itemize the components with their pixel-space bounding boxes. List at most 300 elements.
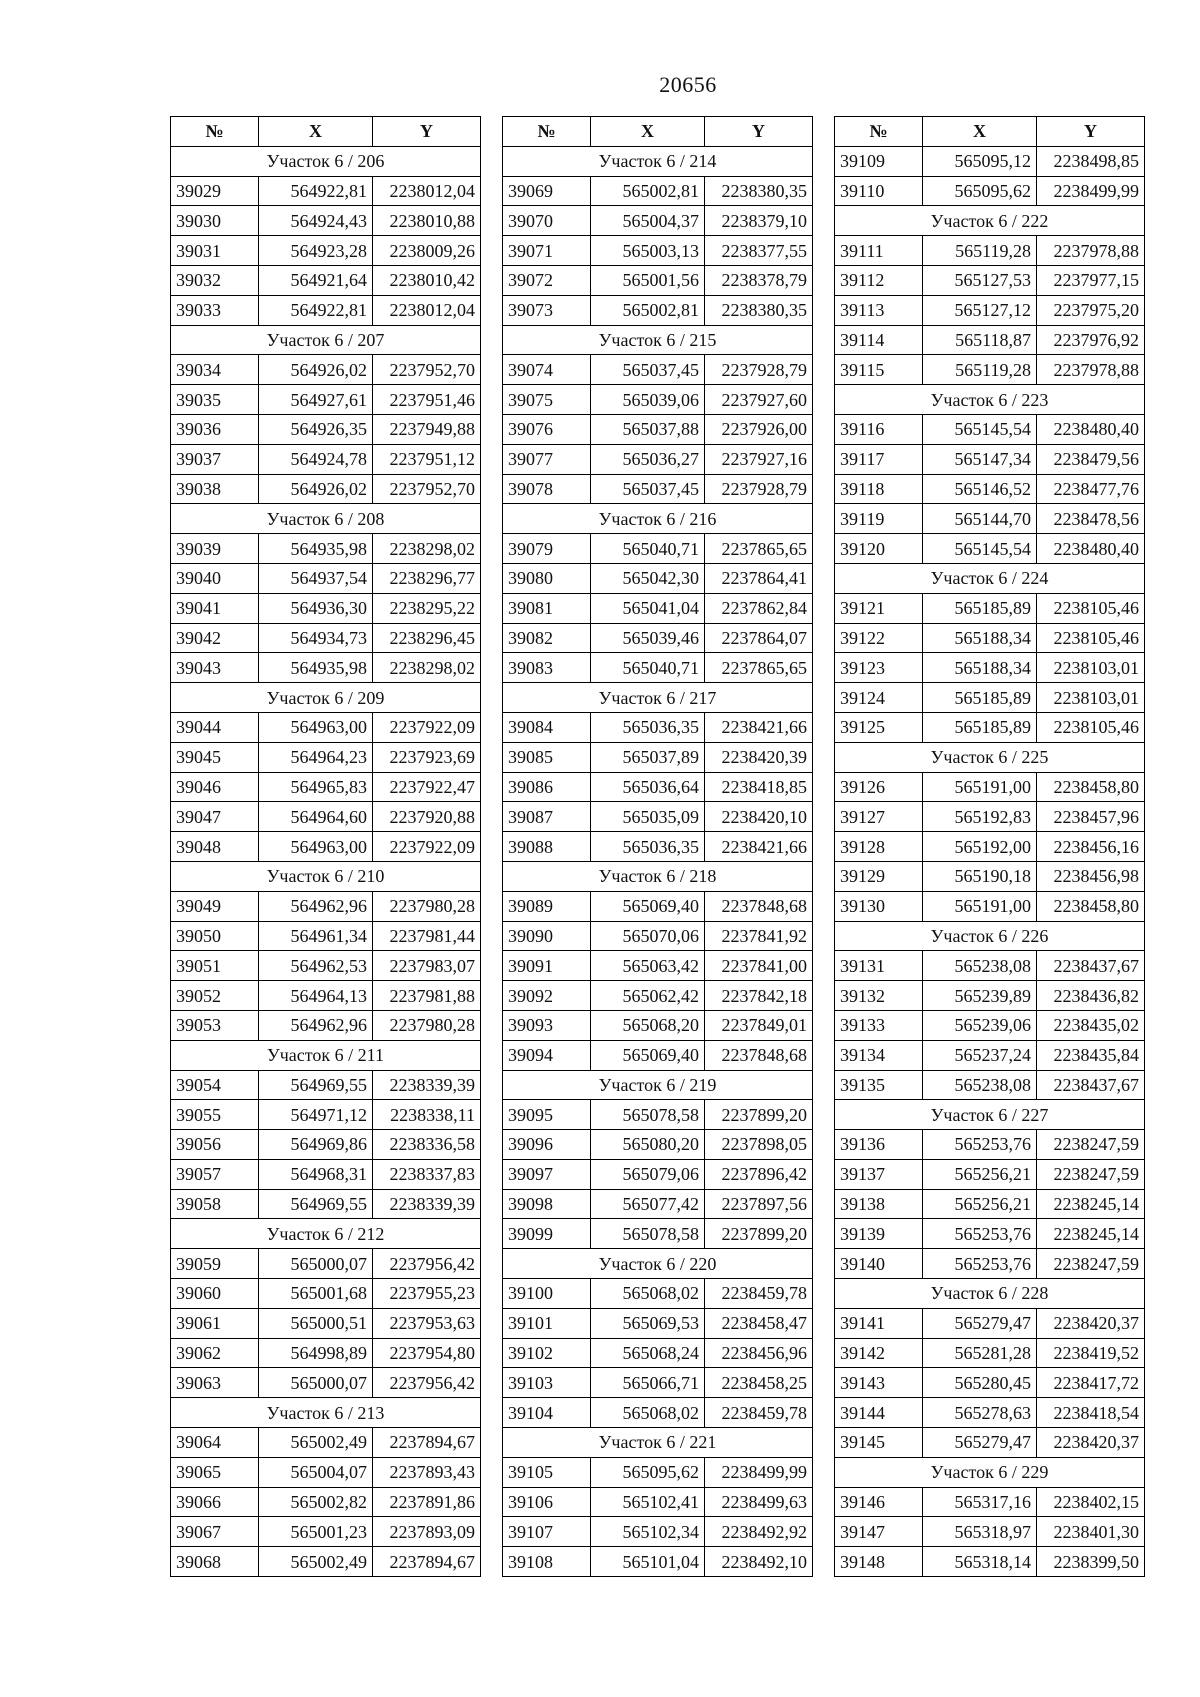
y-coordinate: 2238421,66 bbox=[705, 832, 813, 862]
table-row bbox=[835, 832, 1145, 862]
x-coordinate: 565190,18 bbox=[923, 861, 1037, 891]
coordinates-table-1 bbox=[170, 116, 481, 1577]
section-row bbox=[171, 683, 481, 713]
section-title: Участок 6 / 222 bbox=[835, 206, 1145, 236]
table-row bbox=[171, 1279, 481, 1309]
point-number: 39146 bbox=[835, 1487, 923, 1517]
y-coordinate: 2237949,88 bbox=[373, 414, 481, 444]
x-coordinate: 565069,40 bbox=[591, 891, 705, 921]
y-coordinate: 2238499,63 bbox=[705, 1487, 813, 1517]
table-row bbox=[835, 623, 1145, 653]
x-coordinate: 565002,82 bbox=[259, 1487, 373, 1517]
y-coordinate: 2238437,67 bbox=[1037, 951, 1145, 981]
x-coordinate: 565279,47 bbox=[923, 1308, 1037, 1338]
point-number: 39129 bbox=[835, 861, 923, 891]
point-number: 39076 bbox=[503, 414, 591, 444]
x-coordinate: 565191,00 bbox=[923, 772, 1037, 802]
point-number: 39115 bbox=[835, 355, 923, 385]
y-coordinate: 2237981,88 bbox=[373, 981, 481, 1011]
table-row bbox=[835, 1547, 1145, 1577]
x-coordinate: 565078,58 bbox=[591, 1100, 705, 1130]
y-coordinate: 2237849,01 bbox=[705, 1010, 813, 1040]
table-row bbox=[503, 623, 813, 653]
y-coordinate: 2238010,42 bbox=[373, 265, 481, 295]
x-coordinate: 565002,49 bbox=[259, 1428, 373, 1458]
table-row bbox=[503, 742, 813, 772]
point-number: 39037 bbox=[171, 444, 259, 474]
point-number: 39073 bbox=[503, 295, 591, 325]
y-coordinate: 2238298,02 bbox=[373, 534, 481, 564]
x-coordinate: 564964,60 bbox=[259, 802, 373, 832]
table-row bbox=[835, 355, 1145, 385]
y-coordinate: 2238458,47 bbox=[705, 1308, 813, 1338]
table-row bbox=[171, 1010, 481, 1040]
table-row bbox=[835, 891, 1145, 921]
x-coordinate: 565069,53 bbox=[591, 1308, 705, 1338]
x-coordinate: 565280,45 bbox=[923, 1368, 1037, 1398]
y-coordinate: 2238245,14 bbox=[1037, 1189, 1145, 1219]
y-coordinate: 2237956,42 bbox=[373, 1368, 481, 1398]
x-coordinate: 565239,06 bbox=[923, 1010, 1037, 1040]
y-coordinate: 2237864,41 bbox=[705, 563, 813, 593]
section-row bbox=[835, 385, 1145, 415]
point-number: 39130 bbox=[835, 891, 923, 921]
point-number: 39113 bbox=[835, 295, 923, 325]
table-row bbox=[171, 355, 481, 385]
point-number: 39035 bbox=[171, 385, 259, 415]
table-row bbox=[171, 236, 481, 266]
point-number: 39108 bbox=[503, 1547, 591, 1577]
section-row bbox=[835, 563, 1145, 593]
x-coordinate: 565078,58 bbox=[591, 1219, 705, 1249]
x-coordinate: 565281,28 bbox=[923, 1338, 1037, 1368]
y-coordinate: 2238379,10 bbox=[705, 206, 813, 236]
x-coordinate: 565188,34 bbox=[923, 623, 1037, 653]
x-coordinate: 565256,21 bbox=[923, 1159, 1037, 1189]
table-row bbox=[171, 1249, 481, 1279]
header-row bbox=[835, 117, 1145, 147]
y-coordinate: 2238399,50 bbox=[1037, 1547, 1145, 1577]
point-number: 39055 bbox=[171, 1100, 259, 1130]
table-row bbox=[171, 295, 481, 325]
point-number: 39086 bbox=[503, 772, 591, 802]
table-row bbox=[171, 1487, 481, 1517]
y-coordinate: 2237978,88 bbox=[1037, 355, 1145, 385]
table-row bbox=[171, 1338, 481, 1368]
point-number: 39116 bbox=[835, 414, 923, 444]
x-coordinate: 565036,35 bbox=[591, 712, 705, 742]
y-coordinate: 2237981,44 bbox=[373, 921, 481, 951]
section-row bbox=[503, 1249, 813, 1279]
y-coordinate: 2238419,52 bbox=[1037, 1338, 1145, 1368]
table-row bbox=[171, 1189, 481, 1219]
x-coordinate: 564969,55 bbox=[259, 1070, 373, 1100]
point-number: 39079 bbox=[503, 534, 591, 564]
x-coordinate: 565095,12 bbox=[923, 146, 1037, 176]
y-coordinate: 2238401,30 bbox=[1037, 1517, 1145, 1547]
y-coordinate: 2237928,79 bbox=[705, 355, 813, 385]
point-number: 39053 bbox=[171, 1010, 259, 1040]
point-number: 39110 bbox=[835, 176, 923, 206]
x-coordinate: 565069,40 bbox=[591, 1040, 705, 1070]
point-number: 39058 bbox=[171, 1189, 259, 1219]
x-coordinate: 565036,64 bbox=[591, 772, 705, 802]
point-number: 39030 bbox=[171, 206, 259, 236]
point-number: 39047 bbox=[171, 802, 259, 832]
section-row bbox=[171, 1219, 481, 1249]
point-number: 39147 bbox=[835, 1517, 923, 1547]
x-coordinate: 565002,81 bbox=[591, 176, 705, 206]
y-coordinate: 2237922,09 bbox=[373, 712, 481, 742]
section-title: Участок 6 / 212 bbox=[171, 1219, 481, 1249]
section-row bbox=[171, 861, 481, 891]
point-number: 39057 bbox=[171, 1159, 259, 1189]
point-number: 39083 bbox=[503, 653, 591, 683]
y-coordinate: 2238420,37 bbox=[1037, 1428, 1145, 1458]
section-title: Участок 6 / 226 bbox=[835, 921, 1145, 951]
x-coordinate: 565101,04 bbox=[591, 1547, 705, 1577]
point-number: 39121 bbox=[835, 593, 923, 623]
y-coordinate: 2237980,28 bbox=[373, 891, 481, 921]
point-number: 39034 bbox=[171, 355, 259, 385]
table-row bbox=[171, 444, 481, 474]
x-coordinate: 564963,00 bbox=[259, 712, 373, 742]
x-coordinate: 565042,30 bbox=[591, 563, 705, 593]
x-coordinate: 565318,97 bbox=[923, 1517, 1037, 1547]
table-row bbox=[171, 1547, 481, 1577]
point-number: 39070 bbox=[503, 206, 591, 236]
header-num: № bbox=[835, 117, 923, 147]
section-row bbox=[503, 1070, 813, 1100]
x-coordinate: 564965,83 bbox=[259, 772, 373, 802]
y-coordinate: 2237865,65 bbox=[705, 534, 813, 564]
table-row bbox=[503, 1368, 813, 1398]
point-number: 39038 bbox=[171, 474, 259, 504]
y-coordinate: 2238247,59 bbox=[1037, 1130, 1145, 1160]
y-coordinate: 2238298,02 bbox=[373, 653, 481, 683]
table-row bbox=[503, 534, 813, 564]
point-number: 39132 bbox=[835, 981, 923, 1011]
x-coordinate: 565037,45 bbox=[591, 474, 705, 504]
point-number: 39144 bbox=[835, 1398, 923, 1428]
x-coordinate: 564968,31 bbox=[259, 1159, 373, 1189]
point-number: 39045 bbox=[171, 742, 259, 772]
x-coordinate: 565001,68 bbox=[259, 1279, 373, 1309]
point-number: 39125 bbox=[835, 712, 923, 742]
table-row bbox=[835, 593, 1145, 623]
x-coordinate: 565068,20 bbox=[591, 1010, 705, 1040]
y-coordinate: 2238338,11 bbox=[373, 1100, 481, 1130]
y-coordinate: 2238105,46 bbox=[1037, 593, 1145, 623]
point-number: 39040 bbox=[171, 563, 259, 593]
x-coordinate: 564935,98 bbox=[259, 534, 373, 564]
x-coordinate: 565000,07 bbox=[259, 1249, 373, 1279]
table-row bbox=[503, 712, 813, 742]
point-number: 39114 bbox=[835, 325, 923, 355]
point-number: 39095 bbox=[503, 1100, 591, 1130]
y-coordinate: 2237894,67 bbox=[373, 1547, 481, 1577]
point-number: 39052 bbox=[171, 981, 259, 1011]
point-number: 39120 bbox=[835, 534, 923, 564]
y-coordinate: 2237952,70 bbox=[373, 355, 481, 385]
section-row bbox=[503, 504, 813, 534]
y-coordinate: 2238105,46 bbox=[1037, 712, 1145, 742]
point-number: 39131 bbox=[835, 951, 923, 981]
point-number: 39062 bbox=[171, 1338, 259, 1368]
point-number: 39081 bbox=[503, 593, 591, 623]
y-coordinate: 2238459,78 bbox=[705, 1279, 813, 1309]
point-number: 39085 bbox=[503, 742, 591, 772]
y-coordinate: 2237953,63 bbox=[373, 1308, 481, 1338]
section-row bbox=[503, 861, 813, 891]
point-number: 39029 bbox=[171, 176, 259, 206]
x-coordinate: 564934,73 bbox=[259, 623, 373, 653]
y-coordinate: 2238456,98 bbox=[1037, 861, 1145, 891]
point-number: 39134 bbox=[835, 1040, 923, 1070]
x-coordinate: 565066,71 bbox=[591, 1368, 705, 1398]
y-coordinate: 2238499,99 bbox=[705, 1457, 813, 1487]
point-number: 39133 bbox=[835, 1010, 923, 1040]
section-title: Участок 6 / 224 bbox=[835, 563, 1145, 593]
x-coordinate: 565079,06 bbox=[591, 1159, 705, 1189]
table-row bbox=[171, 563, 481, 593]
y-coordinate: 2238105,46 bbox=[1037, 623, 1145, 653]
table-row bbox=[503, 981, 813, 1011]
point-number: 39118 bbox=[835, 474, 923, 504]
header-row bbox=[171, 117, 481, 147]
x-coordinate: 564926,35 bbox=[259, 414, 373, 444]
point-number: 39119 bbox=[835, 504, 923, 534]
y-coordinate: 2237865,65 bbox=[705, 653, 813, 683]
table-row bbox=[503, 921, 813, 951]
y-coordinate: 2237922,47 bbox=[373, 772, 481, 802]
section-row bbox=[835, 1279, 1145, 1309]
header-y: Y bbox=[373, 117, 481, 147]
x-coordinate: 565185,89 bbox=[923, 593, 1037, 623]
table-row bbox=[835, 683, 1145, 713]
table-row bbox=[171, 593, 481, 623]
table-row bbox=[171, 176, 481, 206]
y-coordinate: 2237842,18 bbox=[705, 981, 813, 1011]
table-row bbox=[835, 1398, 1145, 1428]
table-row bbox=[171, 1100, 481, 1130]
point-number: 39094 bbox=[503, 1040, 591, 1070]
table-row bbox=[171, 981, 481, 1011]
y-coordinate: 2237978,88 bbox=[1037, 236, 1145, 266]
point-number: 39044 bbox=[171, 712, 259, 742]
table-row bbox=[171, 414, 481, 444]
y-coordinate: 2237926,00 bbox=[705, 414, 813, 444]
point-number: 39060 bbox=[171, 1279, 259, 1309]
table-row bbox=[835, 1189, 1145, 1219]
table-row bbox=[835, 265, 1145, 295]
y-coordinate: 2238480,40 bbox=[1037, 534, 1145, 564]
y-coordinate: 2238459,78 bbox=[705, 1398, 813, 1428]
header-x: X bbox=[923, 117, 1037, 147]
x-coordinate: 565237,24 bbox=[923, 1040, 1037, 1070]
point-number: 39111 bbox=[835, 236, 923, 266]
x-coordinate: 564962,96 bbox=[259, 891, 373, 921]
x-coordinate: 564922,81 bbox=[259, 295, 373, 325]
point-number: 39091 bbox=[503, 951, 591, 981]
table-row bbox=[503, 563, 813, 593]
table-row bbox=[503, 1159, 813, 1189]
point-number: 39066 bbox=[171, 1487, 259, 1517]
table-row bbox=[503, 265, 813, 295]
y-coordinate: 2238295,22 bbox=[373, 593, 481, 623]
y-coordinate: 2238437,67 bbox=[1037, 1070, 1145, 1100]
coordinates-table-2 bbox=[502, 116, 813, 1577]
x-coordinate: 564936,30 bbox=[259, 593, 373, 623]
x-coordinate: 565039,46 bbox=[591, 623, 705, 653]
table-row bbox=[503, 1398, 813, 1428]
section-row bbox=[835, 921, 1145, 951]
point-number: 39042 bbox=[171, 623, 259, 653]
y-coordinate: 2237952,70 bbox=[373, 474, 481, 504]
section-row bbox=[171, 1040, 481, 1070]
point-number: 39126 bbox=[835, 772, 923, 802]
table-row bbox=[835, 1308, 1145, 1338]
x-coordinate: 565001,56 bbox=[591, 265, 705, 295]
table-row bbox=[835, 802, 1145, 832]
table-row bbox=[171, 712, 481, 742]
y-coordinate: 2237891,86 bbox=[373, 1487, 481, 1517]
x-coordinate: 565003,13 bbox=[591, 236, 705, 266]
y-coordinate: 2238436,82 bbox=[1037, 981, 1145, 1011]
table-row bbox=[503, 1279, 813, 1309]
x-coordinate: 564998,89 bbox=[259, 1338, 373, 1368]
y-coordinate: 2237848,68 bbox=[705, 891, 813, 921]
x-coordinate: 565191,00 bbox=[923, 891, 1037, 921]
x-coordinate: 565001,23 bbox=[259, 1517, 373, 1547]
point-number: 39046 bbox=[171, 772, 259, 802]
y-coordinate: 2237848,68 bbox=[705, 1040, 813, 1070]
table-row bbox=[171, 653, 481, 683]
point-number: 39072 bbox=[503, 265, 591, 295]
point-number: 39087 bbox=[503, 802, 591, 832]
section-title: Участок 6 / 213 bbox=[171, 1398, 481, 1428]
y-coordinate: 2238420,10 bbox=[705, 802, 813, 832]
point-number: 39098 bbox=[503, 1189, 591, 1219]
x-coordinate: 565239,89 bbox=[923, 981, 1037, 1011]
y-coordinate: 2238247,59 bbox=[1037, 1249, 1145, 1279]
table-row bbox=[171, 742, 481, 772]
point-number: 39103 bbox=[503, 1368, 591, 1398]
x-coordinate: 565037,89 bbox=[591, 742, 705, 772]
point-number: 39048 bbox=[171, 832, 259, 862]
y-coordinate: 2237893,43 bbox=[373, 1457, 481, 1487]
y-coordinate: 2238480,40 bbox=[1037, 414, 1145, 444]
y-coordinate: 2238337,83 bbox=[373, 1159, 481, 1189]
point-number: 39039 bbox=[171, 534, 259, 564]
x-coordinate: 565062,42 bbox=[591, 981, 705, 1011]
table-row bbox=[171, 802, 481, 832]
table-row bbox=[503, 206, 813, 236]
y-coordinate: 2237899,20 bbox=[705, 1100, 813, 1130]
table-row bbox=[835, 474, 1145, 504]
point-number: 39064 bbox=[171, 1428, 259, 1458]
point-number: 39084 bbox=[503, 712, 591, 742]
x-coordinate: 565253,76 bbox=[923, 1249, 1037, 1279]
x-coordinate: 565002,81 bbox=[591, 295, 705, 325]
y-coordinate: 2237862,84 bbox=[705, 593, 813, 623]
section-title: Участок 6 / 210 bbox=[171, 861, 481, 891]
point-number: 39100 bbox=[503, 1279, 591, 1309]
x-coordinate: 564961,34 bbox=[259, 921, 373, 951]
y-coordinate: 2238418,85 bbox=[705, 772, 813, 802]
table-row bbox=[171, 1368, 481, 1398]
point-number: 39112 bbox=[835, 265, 923, 295]
y-coordinate: 2237899,20 bbox=[705, 1219, 813, 1249]
x-coordinate: 565238,08 bbox=[923, 1070, 1037, 1100]
y-coordinate: 2238103,01 bbox=[1037, 683, 1145, 713]
y-coordinate: 2238420,39 bbox=[705, 742, 813, 772]
x-coordinate: 564923,28 bbox=[259, 236, 373, 266]
table-row bbox=[835, 176, 1145, 206]
point-number: 39063 bbox=[171, 1368, 259, 1398]
point-number: 39097 bbox=[503, 1159, 591, 1189]
y-coordinate: 2237841,92 bbox=[705, 921, 813, 951]
table-row bbox=[835, 1130, 1145, 1160]
x-coordinate: 565080,20 bbox=[591, 1130, 705, 1160]
table-row bbox=[835, 861, 1145, 891]
y-coordinate: 2238457,96 bbox=[1037, 802, 1145, 832]
section-title: Участок 6 / 218 bbox=[503, 861, 813, 891]
x-coordinate: 565000,07 bbox=[259, 1368, 373, 1398]
y-coordinate: 2238378,79 bbox=[705, 265, 813, 295]
table-row bbox=[171, 921, 481, 951]
section-row bbox=[503, 683, 813, 713]
table-row bbox=[835, 325, 1145, 355]
point-number: 39056 bbox=[171, 1130, 259, 1160]
table-row bbox=[503, 802, 813, 832]
point-number: 39032 bbox=[171, 265, 259, 295]
x-coordinate: 565119,28 bbox=[923, 236, 1037, 266]
y-coordinate: 2237954,80 bbox=[373, 1338, 481, 1368]
y-coordinate: 2238498,85 bbox=[1037, 146, 1145, 176]
x-coordinate: 565004,37 bbox=[591, 206, 705, 236]
table-row bbox=[835, 653, 1145, 683]
point-number: 39077 bbox=[503, 444, 591, 474]
table-row bbox=[503, 1010, 813, 1040]
x-coordinate: 564921,64 bbox=[259, 265, 373, 295]
table-row bbox=[835, 951, 1145, 981]
y-coordinate: 2238012,04 bbox=[373, 176, 481, 206]
point-number: 39050 bbox=[171, 921, 259, 951]
y-coordinate: 2238421,66 bbox=[705, 712, 813, 742]
x-coordinate: 565279,47 bbox=[923, 1428, 1037, 1458]
point-number: 39106 bbox=[503, 1487, 591, 1517]
x-coordinate: 565068,02 bbox=[591, 1279, 705, 1309]
header-row bbox=[503, 117, 813, 147]
point-number: 39061 bbox=[171, 1308, 259, 1338]
point-number: 39054 bbox=[171, 1070, 259, 1100]
y-coordinate: 2238103,01 bbox=[1037, 653, 1145, 683]
table-row bbox=[171, 474, 481, 504]
y-coordinate: 2237976,92 bbox=[1037, 325, 1145, 355]
section-title: Участок 6 / 207 bbox=[171, 325, 481, 355]
y-coordinate: 2237927,16 bbox=[705, 444, 813, 474]
point-number: 39041 bbox=[171, 593, 259, 623]
point-number: 39124 bbox=[835, 683, 923, 713]
x-coordinate: 565070,06 bbox=[591, 921, 705, 951]
x-coordinate: 565041,04 bbox=[591, 593, 705, 623]
point-number: 39093 bbox=[503, 1010, 591, 1040]
point-number: 39140 bbox=[835, 1249, 923, 1279]
x-coordinate: 565256,21 bbox=[923, 1189, 1037, 1219]
x-coordinate: 565037,88 bbox=[591, 414, 705, 444]
x-coordinate: 565040,71 bbox=[591, 653, 705, 683]
